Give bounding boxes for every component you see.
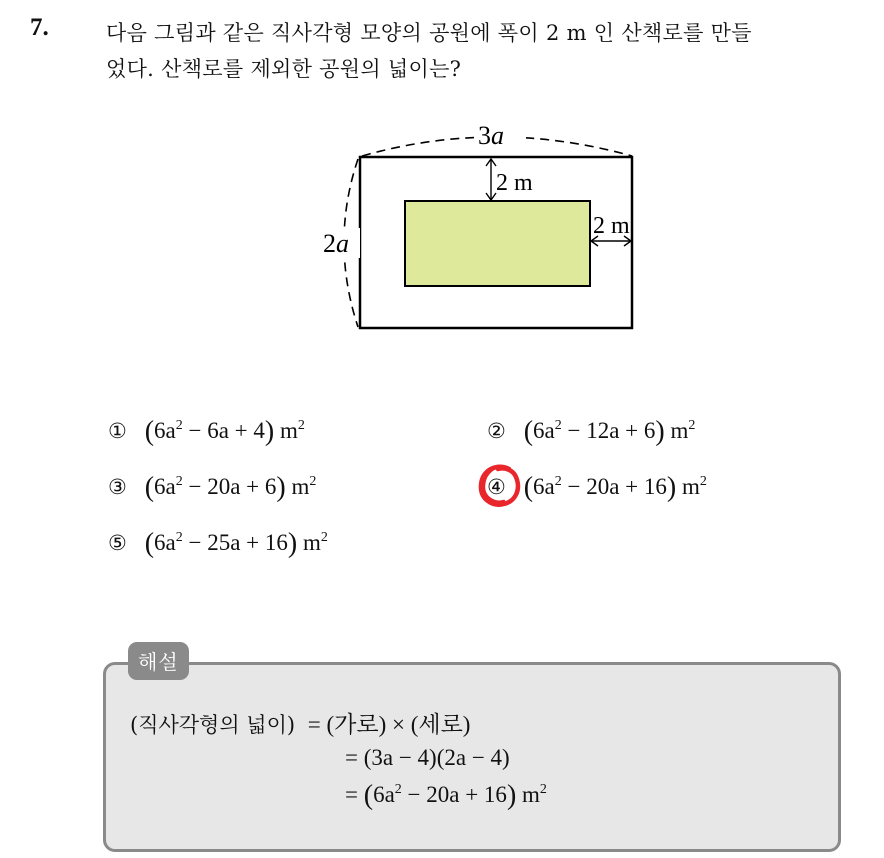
choice-2[interactable] xyxy=(487,416,695,448)
choice-2-number: ② xyxy=(487,419,506,443)
question-text-line-1: 다음 그림과 같은 직사각형 모양의 공원에 폭이 2 m 인 산책로를 만들 xyxy=(106,21,752,45)
width-label: 3a xyxy=(478,121,504,150)
choice-1[interactable] xyxy=(108,416,305,448)
right-path-width-label: 2 m xyxy=(593,213,630,239)
solution-line-1-right: = (가로) × (세로) xyxy=(307,712,471,737)
park-inner-rect xyxy=(405,201,590,286)
question-text-line-2: 었다. 산책로를 제외한 공원의 넓이는? xyxy=(106,57,462,81)
solution-tab-label: 해설 xyxy=(128,642,189,680)
answer-circle-mark xyxy=(476,463,526,511)
choice-5-number: ⑤ xyxy=(108,531,127,555)
choice-3[interactable] xyxy=(108,472,316,504)
choice-2-expression: $(6a^2 - 12a + 6)$ $m^2$ xyxy=(523,416,696,447)
choice-3-expression: $(6a^2 - 20a + 6)$ $m^2$ xyxy=(144,472,317,503)
height-label: 2a xyxy=(323,229,349,258)
choice-5[interactable] xyxy=(108,528,328,560)
solution-line-1-left: (직사각형의 넓이) xyxy=(130,713,296,737)
question-number: 7. xyxy=(30,14,49,41)
choice-1-number: ① xyxy=(108,419,127,443)
park-figure xyxy=(316,118,656,338)
choice-1-expression: $(6a^2 - 6a + 4)$ $m^2$ xyxy=(144,416,305,447)
choice-5-expression: $(6a^2 - 25a + 16)$ $m^2$ xyxy=(144,528,328,559)
choice-4-expression: $(6a^2 - 20a + 16)$ $m^2$ xyxy=(523,472,707,503)
solution-line-3-expression: = $(6a^2 - 20a + 16)$ $m^2$ xyxy=(345,780,547,811)
solution-line-2 xyxy=(345,745,510,771)
solution-line-3 xyxy=(345,780,547,812)
question-text xyxy=(106,15,866,87)
choice-3-number: ③ xyxy=(108,475,127,499)
solution-line-2-expression: = (3a − 4)(2a − 4) xyxy=(345,745,510,770)
solution-line-1 xyxy=(130,706,470,739)
choice-4-number: ④ xyxy=(487,475,506,499)
top-path-width-label: 2 m xyxy=(496,170,533,196)
